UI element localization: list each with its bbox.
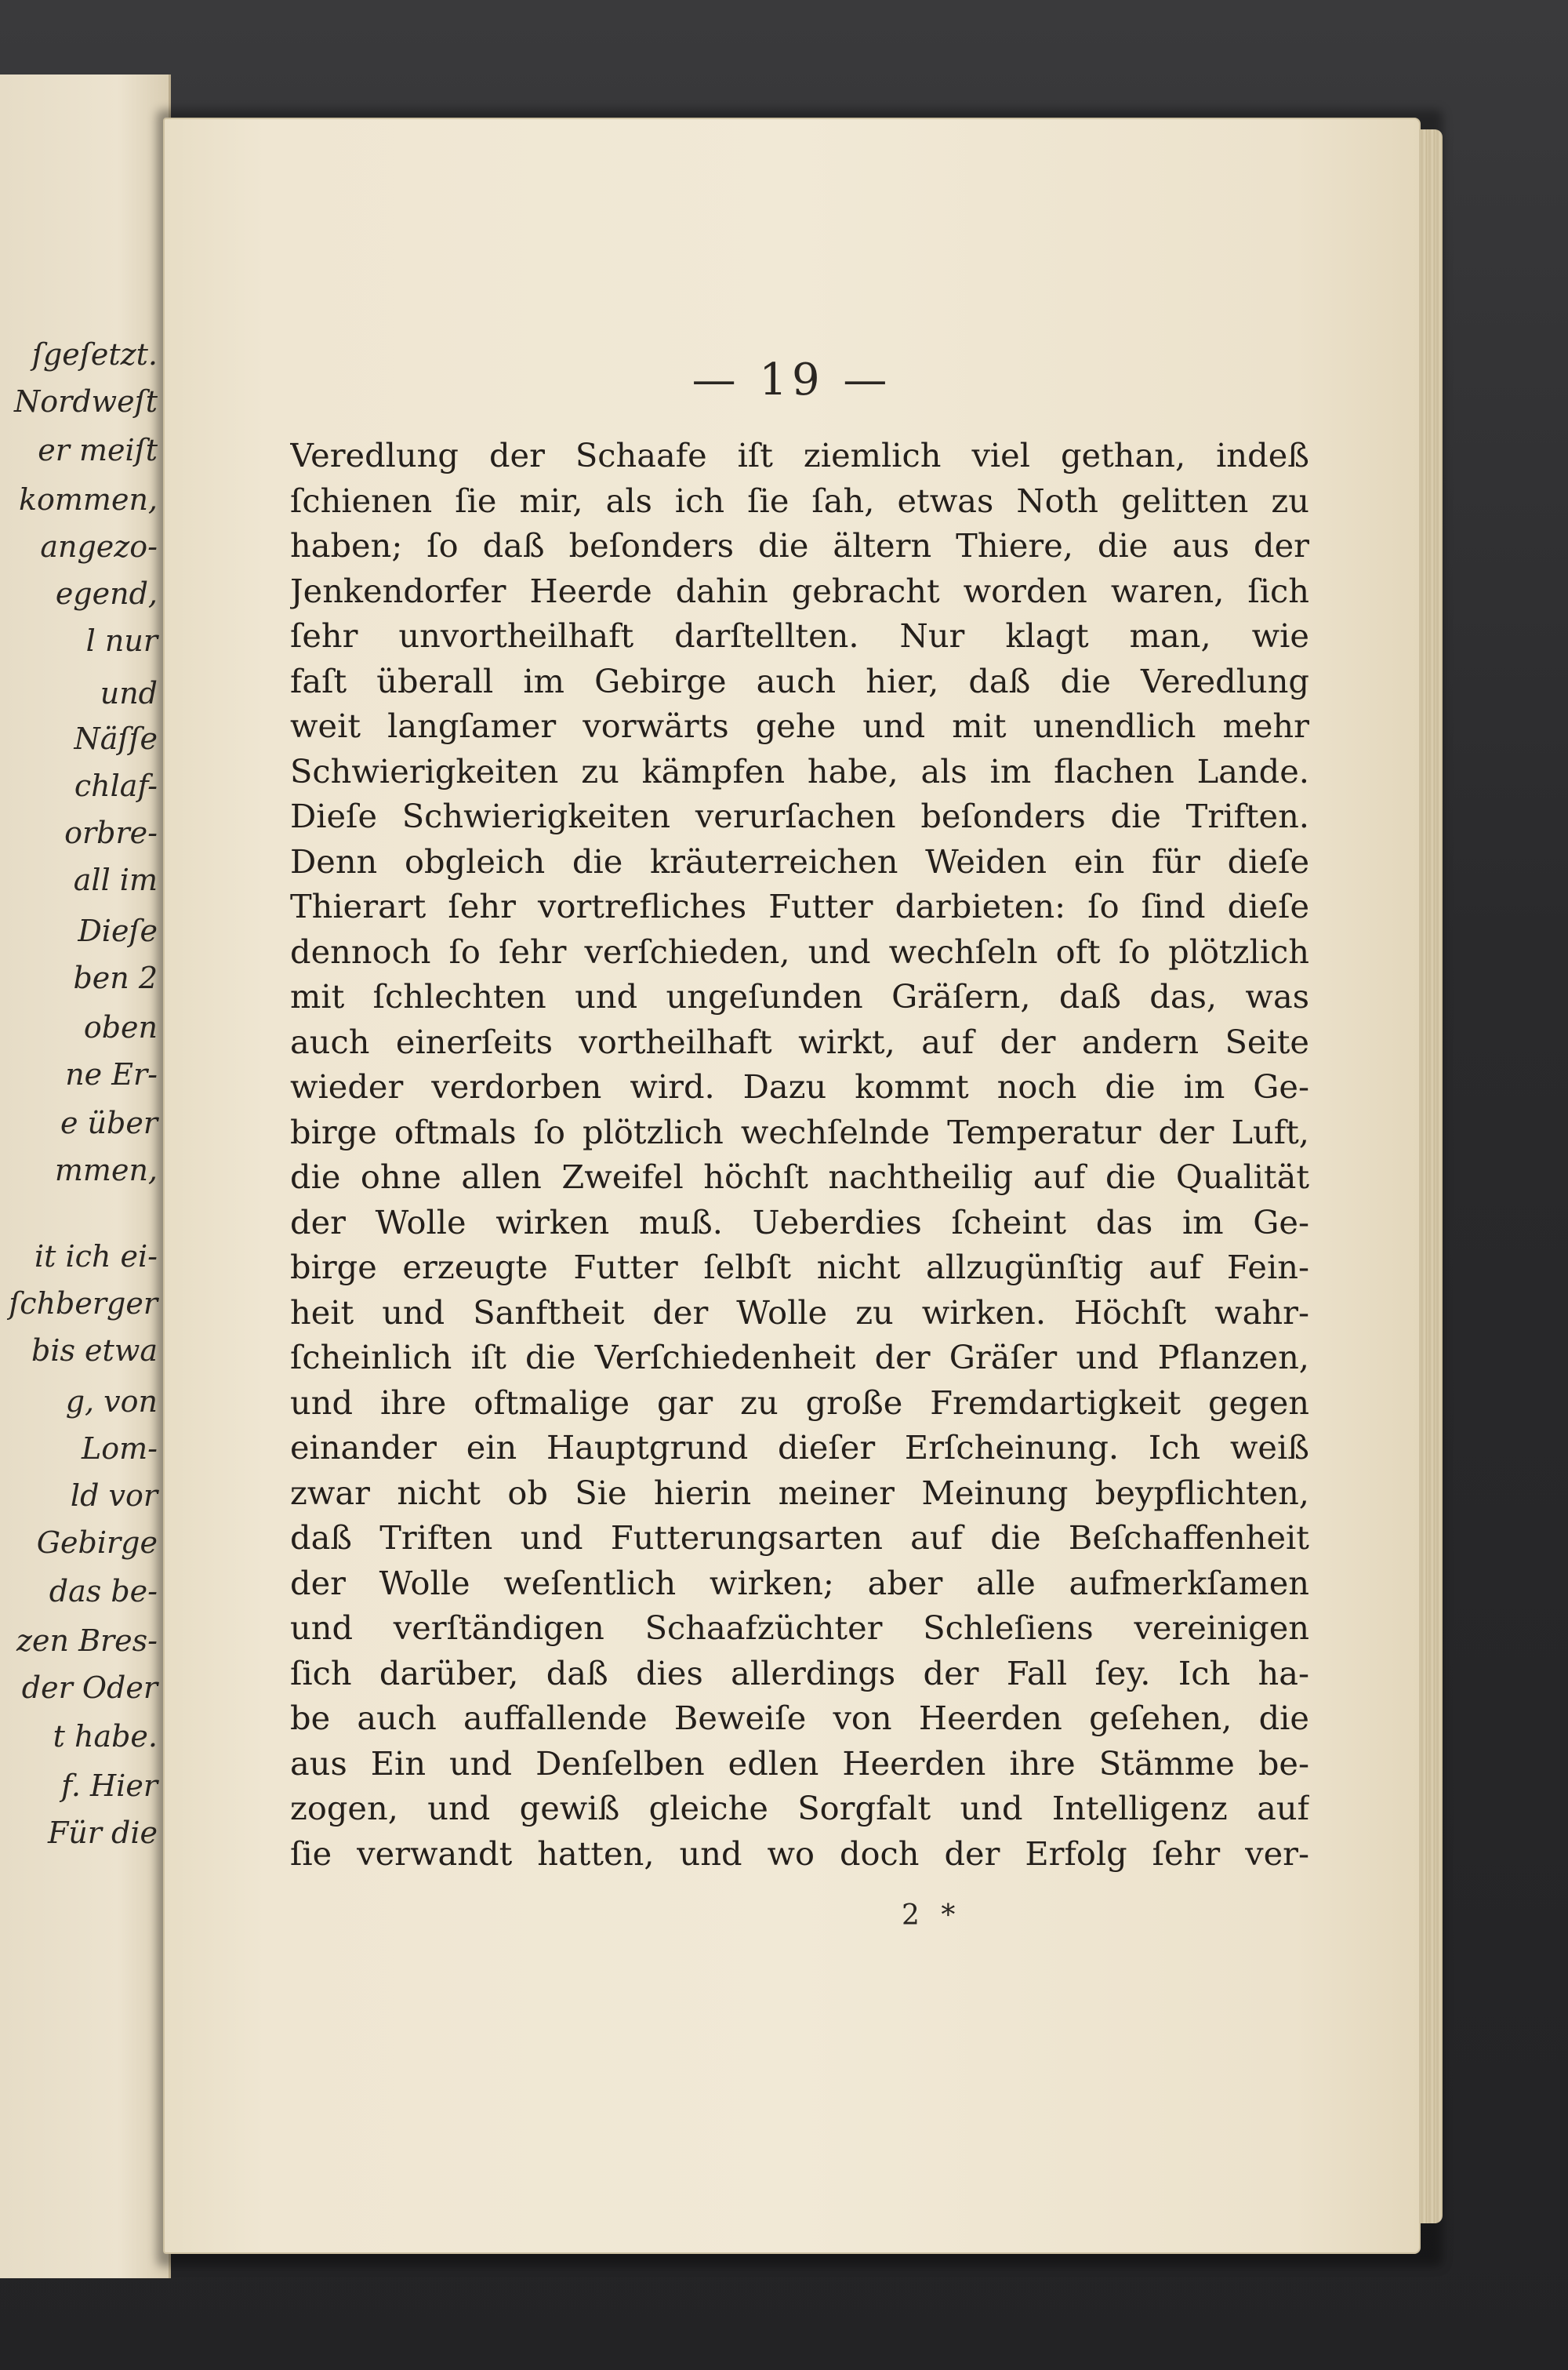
text-line: und ihre oftmalige gar zu große Fremdartigkeit gegen xyxy=(290,1383,1309,1422)
left-page-text: ſgeſetzt. xyxy=(31,337,158,372)
left-page-text: Gebirge xyxy=(36,1525,158,1560)
text-line: Schwierigkeiten zu kämpfen habe, als im flachen Lande. xyxy=(290,751,1309,791)
text-line: auch einerſeits vortheilhaft wirkt, auf der andern Seite xyxy=(290,1022,1309,1061)
text-line: zogen, und gewiß gleiche Sorgfalt und Intelligenz auf xyxy=(290,1789,1309,1827)
text-line: wieder verdorben wird. Dazu kommt noch die im Ge- xyxy=(290,1067,1309,1106)
text-line: ſcheinlich iſt die Verſchiedenheit der Gräſer und Pflanzen, xyxy=(290,1338,1309,1376)
text-line: Veredlung der Schaafe iſt ziemlich viel gethan, indeß xyxy=(290,436,1309,474)
left-page-text: und xyxy=(100,676,158,711)
text-line: heit und Sanftheit der Wolle zu wirken. Höchſt wahr- xyxy=(290,1292,1309,1332)
text-line: faſt überall im Gebirge auch hier, daß die Veredlung xyxy=(290,661,1309,700)
left-page-text: g, von xyxy=(65,1384,158,1419)
text-line: zwar nicht ob Sie hierin meiner Meinung beypflichten, xyxy=(290,1473,1309,1512)
left-page-text: mmen, xyxy=(54,1153,158,1187)
text-line: dennoch ſo ſehr verſchieden, und wechſeln oft ſo plötzlich xyxy=(290,932,1309,971)
text-line: be auch auffallende Beweiſe von Heerden geſehen, die xyxy=(290,1699,1309,1737)
left-page-text: ld vor xyxy=(70,1478,158,1513)
left-page-text: oben xyxy=(83,1010,158,1045)
text-line: ſehr unvortheilhaft darſtellten. Nur klagt man, wie xyxy=(290,616,1309,655)
text-line: und verſtändigen Schaafzüchter Schleſiens vereinigen xyxy=(290,1608,1309,1647)
text-line: einander ein Hauptgrund dieſer Erſcheinung. Ich weiß xyxy=(290,1428,1309,1467)
text-line: der Wolle weſentlich wirken; aber alle aufmerkſamen xyxy=(290,1563,1309,1602)
left-page-text: f. Hier xyxy=(61,1768,158,1803)
text-line: ſchienen ſie mir, als ich ſie ſah, etwas Noth gelitten zu xyxy=(290,481,1309,520)
text-line: Denn obgleich die kräuterreichen Weiden ein für dieſe xyxy=(290,841,1309,881)
text-line: weit langſamer vorwärts gehe und mit unendlich mehr xyxy=(290,707,1309,745)
left-page-text: Für die xyxy=(47,1816,158,1850)
page-number: — 19 — xyxy=(691,354,892,405)
left-page-text: ſchberger xyxy=(9,1286,158,1321)
left-page-text: it ich ei- xyxy=(34,1239,158,1274)
left-page-text: e über xyxy=(60,1106,158,1140)
text-line: aus Ein und Denſelben edlen Heerden ihre Stämme be- xyxy=(290,1743,1309,1783)
text-line: Thierart ſehr vortrefliches Futter darbieten: ſo ſind dieſe xyxy=(290,887,1309,925)
left-page-text: orbre- xyxy=(64,816,158,850)
left-page-text: er meiſt xyxy=(38,433,158,467)
text-line: Jenkendorfer Heerde dahin gebracht worden waren, ſich xyxy=(290,571,1309,610)
book-page xyxy=(163,118,1421,2254)
body-text xyxy=(290,433,1309,1876)
left-page-text: zen Bres- xyxy=(16,1623,158,1658)
left-page-text: all im xyxy=(73,863,158,897)
left-page-text: ben 2 xyxy=(73,961,158,995)
left-page-text: t habe. xyxy=(53,1719,158,1754)
text-line: haben; ſo daß beſonders die ältern Thiere, die aus der xyxy=(290,526,1309,565)
text-line: daß Triften und Futterungsarten auf die Beſchaffenheit xyxy=(290,1518,1309,1557)
text-line: mit ſchlechten und ungeſunden Gräſern, daß das, was xyxy=(290,977,1309,1016)
left-page-text: l nur xyxy=(85,623,158,658)
left-page-text: kommen, xyxy=(18,482,158,517)
left-page-text: der Oder xyxy=(21,1670,158,1705)
text-line: die ohne allen Zweifel höchſt nachtheilig auf die Qualität xyxy=(290,1158,1309,1196)
text-line: ſie verwandt hatten, und wo doch der Erfolg ſehr ver- xyxy=(290,1834,1309,1873)
text-line: birge erzeugte Futter ſelbſt nicht allzugünſtig auf Fein- xyxy=(290,1248,1309,1286)
left-page-text: angezo- xyxy=(40,529,158,564)
left-page-text: chlaf- xyxy=(74,769,158,803)
left-page-text: Lom- xyxy=(82,1431,158,1466)
text-line: Dieſe Schwierigkeiten verurſachen beſonders die Triften. xyxy=(290,797,1309,835)
left-page-text: ne Er- xyxy=(65,1057,158,1092)
text-line: der Wolle wirken muß. Ueberdies ſcheint das im Ge- xyxy=(290,1202,1309,1241)
left-page-text: Näſſe xyxy=(74,722,158,756)
left-page-text: das be- xyxy=(49,1574,158,1608)
left-page-text: egend, xyxy=(55,576,158,611)
left-page-text: Nordweſt xyxy=(14,384,158,419)
text-line: birge oftmals ſo plötzlich wechſelnde Temperatur der Luft, xyxy=(290,1112,1309,1151)
signature-mark: 2 * xyxy=(902,1899,962,1932)
left-page-text: Dieſe xyxy=(78,914,158,948)
left-page-fragment xyxy=(0,75,171,2278)
left-page-text: bis etwa xyxy=(31,1333,158,1368)
text-line: ſich darüber, daß dies allerdings der Fall ſey. Ich ha- xyxy=(290,1653,1309,1692)
